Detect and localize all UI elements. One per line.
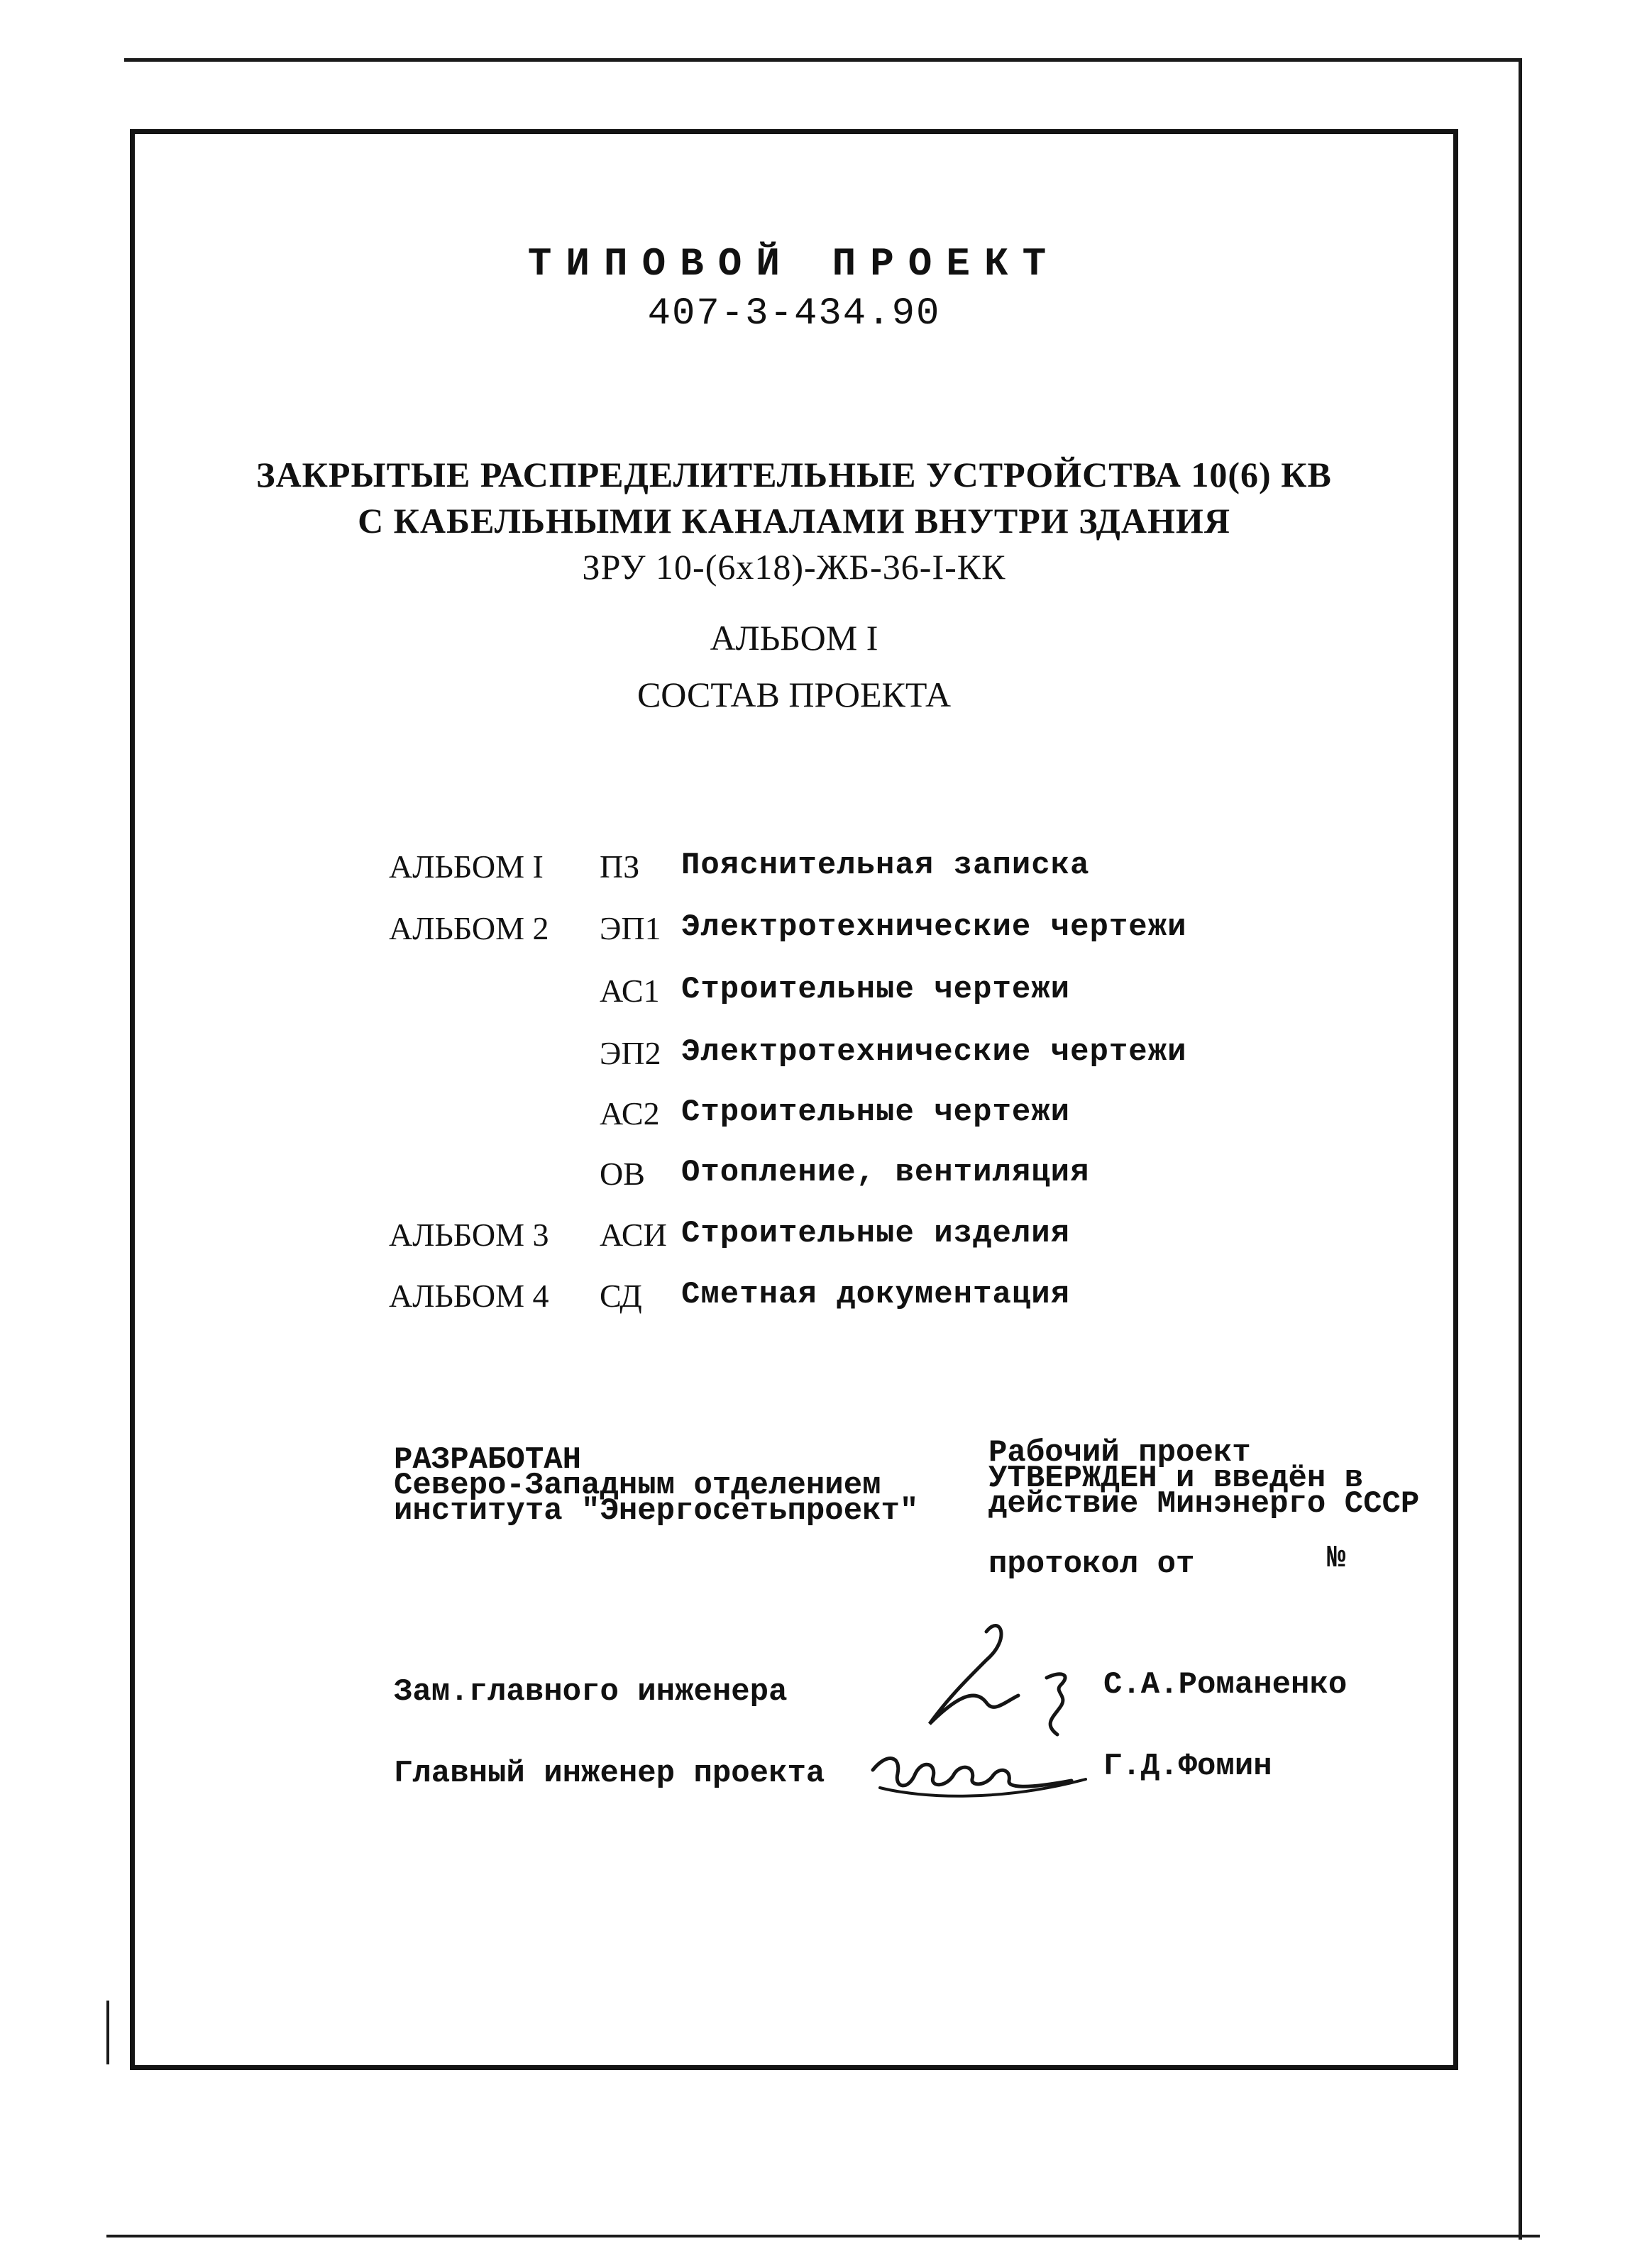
section-code: СД [600, 1278, 642, 1314]
album-label: АЛЬБОМ I [389, 848, 544, 885]
sheet-edge-right [1519, 58, 1522, 2240]
developer-line-1: РАЗРАБОТАН [394, 1442, 582, 1478]
approval-line-1: Рабочий проект [988, 1435, 1251, 1471]
section-code: ЭП1 [600, 910, 661, 946]
section-code: ОВ [600, 1156, 645, 1192]
project-code: 407-3-434.90 [647, 292, 941, 336]
section-code: ПЗ [600, 848, 640, 885]
approval-block [988, 1435, 1420, 1522]
subject-line-3: ЗРУ 10-(6x18)-ЖБ-36-I-КК [582, 547, 1006, 587]
developer-block [394, 1442, 919, 1529]
album-title: АЛЬБОМ I [710, 618, 878, 658]
protocol-line [988, 1547, 1194, 1582]
signatory-role-2: Главный инженер проекта [394, 1756, 825, 1791]
approval-line-2: УТВЕРЖДЕН и введён в [988, 1461, 1364, 1496]
signatory-name-1: С.А.Романенко [1103, 1667, 1348, 1703]
section-description: Электротехнические чертежи [681, 1034, 1187, 1070]
section-code: ЭП2 [600, 1035, 661, 1071]
sheet-edge-bottom [106, 2235, 1540, 2237]
album-label: АЛЬБОМ 3 [389, 1217, 549, 1253]
album-label: АЛЬБОМ 2 [389, 910, 549, 946]
section-description: Пояснительная записка [681, 848, 1090, 883]
approval-line-3: действие Минэнерго СССР [988, 1486, 1420, 1522]
handwritten-signature-1 [880, 1610, 1107, 1745]
section-code: АС1 [600, 973, 660, 1009]
section-title: СОСТАВ ПРОЕКТА [637, 675, 952, 714]
section-description: Строительные чертежи [681, 1095, 1071, 1130]
section-description: Строительные чертежи [681, 972, 1071, 1007]
signatory-name-2: Г.Д.Фомин [1103, 1749, 1272, 1784]
section-description: Сметная документация [681, 1277, 1071, 1312]
sheet-edge-top [124, 58, 1522, 62]
subject-line-2: С КАБЕЛЬНЫМИ КАНАЛАМИ ВНУТРИ ЗДАНИЯ [358, 501, 1230, 541]
document-title: ТИПОВОЙ ПРОЕКТ [527, 241, 1061, 287]
section-description: Строительные изделия [681, 1216, 1071, 1251]
handwritten-signature-2 [859, 1731, 1100, 1809]
developer-line-2: Северо-Западным отделением [394, 1468, 881, 1503]
protocol-number-sign: № [1327, 1541, 1346, 1576]
sheet-edge-left [106, 2001, 109, 2064]
protocol-label: протокол от [988, 1547, 1195, 1582]
section-code: АСИ [600, 1217, 667, 1253]
signatory-role-1: Зам.главного инженера [394, 1674, 788, 1710]
section-code: АС2 [600, 1095, 660, 1132]
section-description: Отопление, вентиляция [681, 1155, 1090, 1190]
developer-line-3: института "Энергосетьпроект" [394, 1493, 919, 1529]
album-label: АЛЬБОМ 4 [389, 1278, 549, 1314]
section-description: Электротехнические чертежи [681, 909, 1187, 945]
subject-line-1: ЗАКРЫТЫЕ РАСПРЕДЕЛИТЕЛЬНЫЕ УСТРОЙСТВА 10(6) КВ [256, 455, 1332, 494]
